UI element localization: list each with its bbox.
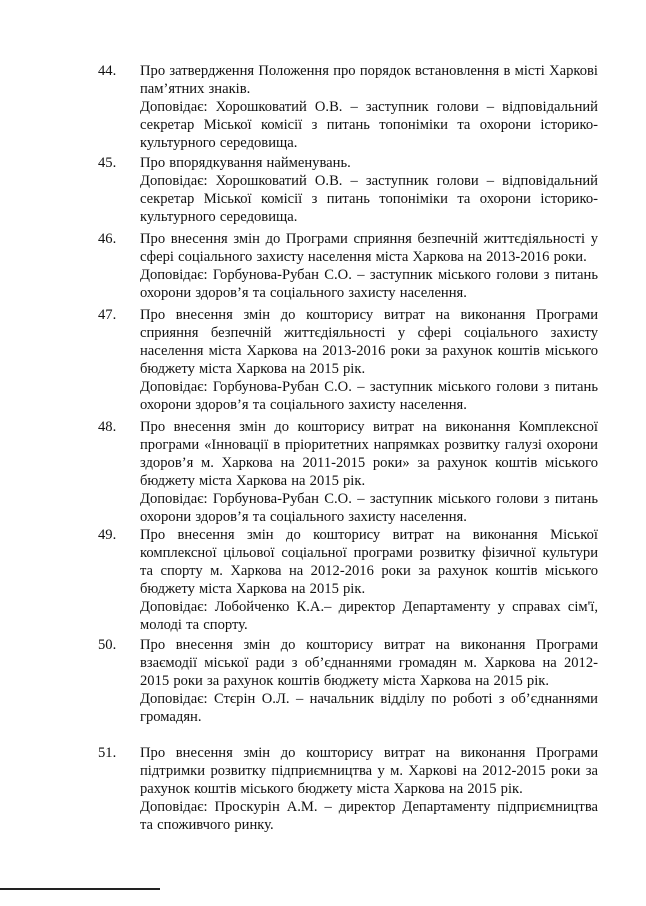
item-title: Про внесення змін до кошторису витрат на виконання Комплексної програми «Інновації в пріоритетних напрямках розвитку галузі охорони здоров’я м. Харкова на 2011-2015 роки» за рахунок коштів міського бюджету міста Харкова на 2015 рік. (140, 419, 598, 489)
item-title: Про внесення змін до кошторису витрат на виконання Програми взаємодії міської ради з об’єднаннями громадян м. Харкова на 2012-2015 роки за рахунок коштів бюджету міста Харкова на 2015 рік. (140, 637, 598, 689)
item-title: Про внесення змін до кошторису витрат на виконання Міської комплексної цільової соціальної програми розвитку фізичної культури та спорту м. Харкова на 2012-2016 роки за рахунок коштів міського бюджету міста Харкова на 2015 рік. (140, 527, 598, 597)
item-number: 50. (98, 637, 117, 653)
item-body (140, 418, 598, 526)
item-title: Про внесення змін до кошторису витрат на виконання Програми підтримки розвитку підприємництва у м. Харкові на 2012-2015 роки за рахунок коштів міського бюджету міста Харкова на 2015 рік. (140, 745, 598, 797)
item-speaker: Доповідає: Горбунова-Рубан С.О. – заступник міського голови з питань охорони здоров’я та соціального захисту населення. (140, 267, 598, 301)
item-number: 51. (98, 745, 117, 761)
item-speaker: Доповідає: Горбунова-Рубан С.О. – заступник міського голови з питань охорони здоров’я та соціального захисту населення. (140, 379, 598, 413)
item-speaker: Доповідає: Горбунова-Рубан С.О. – заступник міського голови з питань охорони здоров’я та соціального захисту населення. (140, 491, 598, 525)
item-number: 45. (98, 155, 117, 171)
item-title: Про затвердження Положення про порядок встановлення в місті Харкові пам’ятних знаків. (140, 63, 598, 97)
item-speaker: Доповідає: Проскурін А.М. – директор Департаменту підприємництва та споживчого ринку. (140, 799, 598, 833)
item-body (140, 636, 598, 726)
item-speaker: Доповідає: Хорошковатий О.В. – заступник голови – відповідальний секретар Міської комісії з питань топоніміки та охорони історико-культурного середовища. (140, 99, 598, 151)
item-speaker: Доповідає: Стєрін О.Л. – начальник відділу по роботі з об’єднаннями громадян. (140, 691, 598, 725)
item-title: Про внесення змін до кошторису витрат на виконання Програми сприяння безпечній життєдіяльності у сфері соціального захисту населення міста Харкова на 2013-2016 роки за рахунок коштів міського бюджету міста Харкова на 2015 рік. (140, 307, 598, 377)
item-body (140, 306, 598, 414)
item-number: 48. (98, 419, 117, 435)
item-title: Про впорядкування найменувань. (140, 155, 351, 171)
item-title: Про внесення змін до Програми сприяння безпечній життєдіяльності у сфері соціального захисту населення міста Харкова на 2013-2016 роки. (140, 231, 598, 265)
footer-rule (0, 888, 160, 890)
item-number: 44. (98, 63, 117, 79)
item-body (140, 230, 598, 302)
item-body (140, 526, 598, 634)
item-body (140, 154, 598, 226)
item-body (140, 62, 598, 152)
item-number: 47. (98, 307, 117, 323)
item-speaker: Доповідає: Хорошковатий О.В. – заступник голови – відповідальний секретар Міської комісії з питань топоніміки та охорони історико-культурного середовища. (140, 173, 598, 225)
item-speaker: Доповідає: Лобойченко К.А.– директор Департаменту у справах сім'ї, молоді та спорту. (140, 599, 598, 633)
item-number: 49. (98, 527, 117, 543)
item-body (140, 744, 598, 834)
item-number: 46. (98, 231, 117, 247)
